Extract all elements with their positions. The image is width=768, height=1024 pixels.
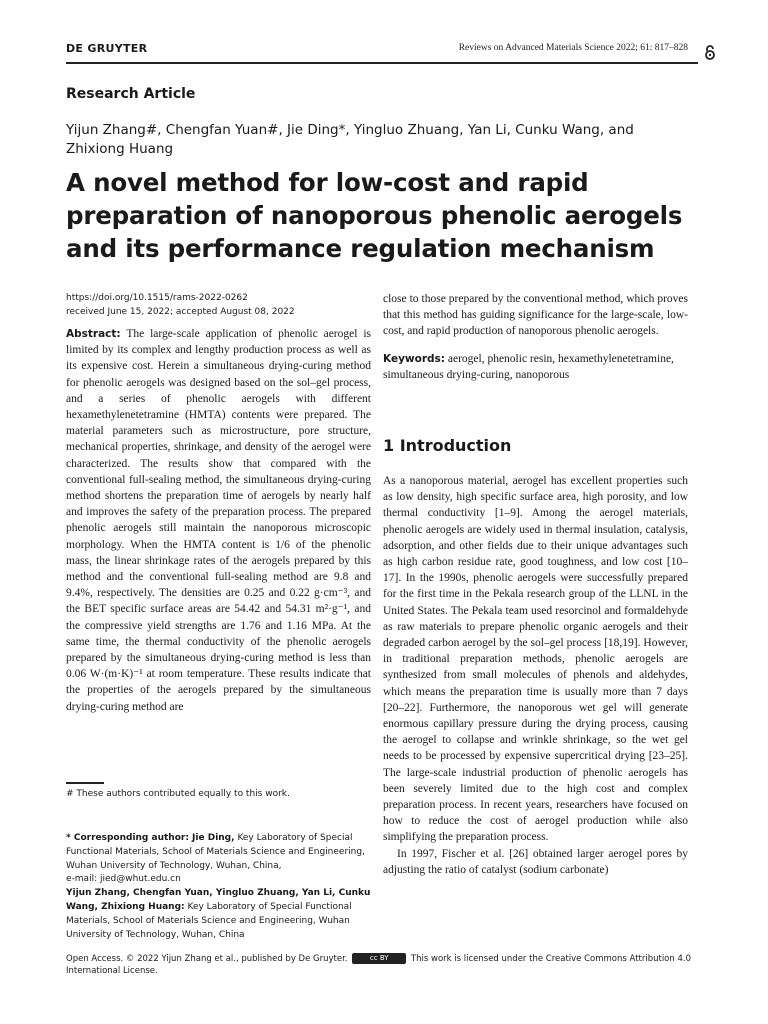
license-footer — [66, 953, 698, 977]
abstract-left — [66, 326, 371, 715]
keywords — [383, 351, 688, 383]
abstract-label: Abstract: — [66, 328, 121, 340]
author-list: Yijun Zhang#, Chengfan Yuan#, Jie Ding*, Yingluo Zhuang, Yan Li, Cunku Wang, and Zhixiong Huang — [66, 122, 634, 157]
journal-citation: Reviews on Advanced Materials Science 2022; 61: 817–828 — [458, 43, 688, 53]
article-type: Research Article — [66, 86, 196, 102]
corr-email[interactable]: e-mail: jied@whut.edu.cn — [66, 874, 181, 885]
article-title: A novel method for low-cost and rapid preparation of nanoporous phenolic aerogels and its performance regulation mechanism — [66, 168, 683, 263]
abstract-text: The large-scale application of phenolic aerogel is limited by its complex and lengthy production process as well as its expensive cost. Herein a simultaneous drying-curing method for phenolic aerogels was designed based on the sol–gel process, and a series of phenolic aerogels with different hexamethylenetetramine (HMTA) contents were prepared. The material parameters such as microstructure, pore structure, mechanical properties, shrinkage, and density of the aerogel were characterized. The results show that compared with the conventional full-sealing method, the simultaneous drying-curing method shortens the preparation time of aerogels by nearly half and improves the safety of the preparation process. The prepared phenolic aerogels still maintain the nanoporous microscopic morphology. When the HMTA content is 1/6 of the phenolic mass, the linear shrinkage rates of the aerogels prepared by this method and the conventional full-sealing method are 9.8 and 9.4%, respectively. The densities are 0.25 and 0.22 g·cm⁻³, and the BET specific surface areas are 54.42 and 54.31 m²·g⁻¹, and the compressive yield strengths are 1.76 and 1.16 MPa. At the same time, the thermal conductivity of the phenolic aerogels prepared by the simultaneous drying-curing method is less than 0.06 W·(m·K)⁻¹ at room temperature. These results indicate that the properties of the aerogels prepared by the simultaneous drying-curing method are — [66, 328, 371, 713]
intro-paragraph-1: As a nanoporous material, aerogel has excellent properties such as low density, high specific surface area, high porosity, and low thermal conductivity [1–9]. Among the aerogel materials, phenolic aerogels are widely used in thermal insulation, catalysis, adsorption, and other fields due to their unique advantages such as high carbon residue rate, good toughness, and low cost [10–17]. In the 1990s, phenolic aerogels were successfully prepared for the first time in the Pekala research group of the LLNL in the United States. The Pekala team used resorcinol and formaldehyde as raw materials to prepare phenolic organic aerogels and their degraded carbon aerogel by the sol–gel process [18,19]. However, in traditional preparation methods, phenolic aerogels are synthesized from small molecules of phenols and aldehydes, which means the preparation time is usually more than 7 days [20–22]. Furthermore, the nanoporous wet gel will generate enormous capillary pressure during the drying process, causing the aerogel to collapse and wrinkle shrinkage, so the wet gel needs to be processed by expensive supercritical drying [23–25]. The large-scale industrial production of phenolic aerogels has been severely limited due to the high cost and complex preparation process. In recent years, researchers have focused on how to reduce the cost of aerogel production while also simplifying the preparation process. — [383, 475, 688, 844]
corresponding-author-note — [66, 832, 371, 942]
publisher-name: DE GRUYTER — [66, 42, 148, 55]
footnote-rule — [66, 782, 104, 784]
article-meta — [66, 291, 371, 319]
footer-open-access: Open Access. © 2022 Yijun Zhang et al., published by De Gruyter. — [66, 954, 348, 964]
abstract-continued: close to those prepared by the conventional method, which proves that this method has guiding significance for the large-scale, low-cost, and rapid production of nanoporous phenolic aerogels. — [383, 293, 688, 338]
corr-affiliation: Key Laboratory of Special Functional Materials, School of Materials Science and Engineering, Wuhan University of Technology, Wuhan, China, — [66, 833, 365, 871]
corr-label: * Corresponding author: Jie Ding, — [66, 833, 235, 843]
intro-heading: 1 Introduction — [383, 436, 512, 455]
doi-link[interactable]: https://doi.org/10.1515/rams-2022-0262 — [66, 293, 248, 303]
intro-paragraph-2: In 1997, Fischer et al. [26] obtained larger aerogel pores by adjusting the ratio of catalyst (sodium carbonate) — [383, 847, 688, 876]
other-authors-affiliation: Key Laboratory of Special Functional Materials, School of Materials Science and Engineering, Wuhan University of Technology, Wuhan, China — [66, 901, 352, 940]
received-accepted-dates: received June 15, 2022; accepted August 08, 2022 — [66, 307, 295, 317]
equal-contribution-note: # These authors contributed equally to this work. — [66, 789, 290, 799]
keywords-text: aerogel, phenolic resin, hexamethylenetetramine, simultaneous drying-curing, nanoporous — [383, 352, 674, 381]
keywords-label: Keywords: — [383, 352, 445, 365]
abstract-right — [383, 291, 688, 383]
open-access-icon — [704, 45, 716, 61]
intro-body — [383, 473, 688, 878]
header-rule — [66, 62, 698, 64]
footer-license: This work is licensed under the Creative Commons Attribution 4.0 International License. — [66, 954, 691, 976]
cc-by-badge[interactable]: cc BY — [352, 953, 406, 964]
other-authors-label: Yijun Zhang, Chengfan Yuan, Yingluo Zhuang, Yan Li, Cunku Wang, Zhixiong Huang: — [66, 888, 371, 912]
